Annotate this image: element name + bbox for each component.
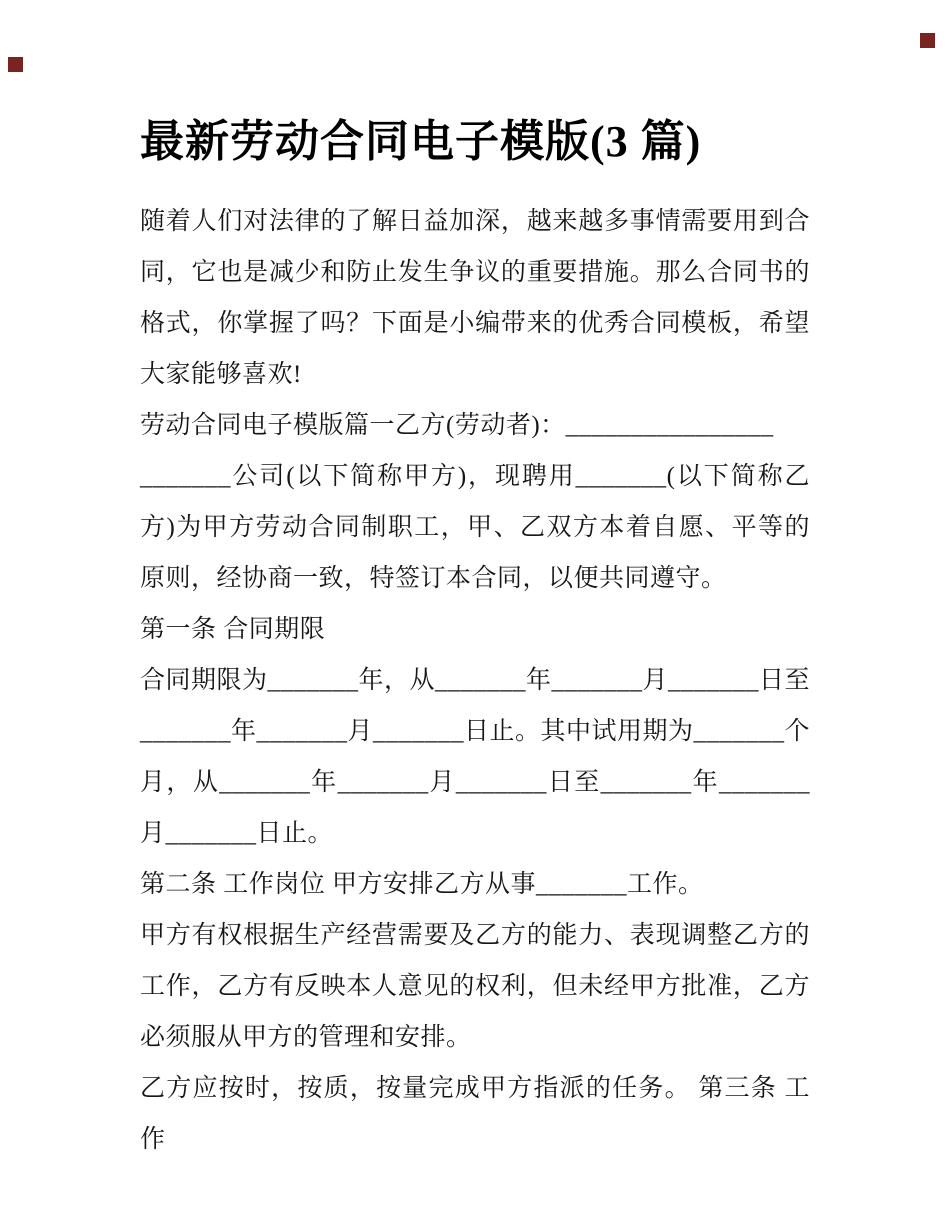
intro-paragraph: 随着人们对法律的了解日益加深，越来越多事情需要用到合同，它也是减少和防止发生争议的重要措施。那么合同书的格式，你掌握了吗？下面是小编带来的优秀合同模板，希望大家能够喜欢! [140, 208, 810, 388]
clause-3-lead-line: 乙方应按时，按质，按量完成甲方指派的任务。 第三条 工作 [140, 1075, 810, 1153]
corner-mark-right-icon [920, 33, 935, 48]
corner-mark-left-icon [8, 57, 23, 72]
party-agreement-paragraph: _______公司(以下简称甲方)，现聘用_______(以下简称乙方)为甲方劳动合同制职工，甲、乙双方本着自愿、平等的原则，经协商一致，特签订本合同，以便共同遵守。 [140, 463, 810, 592]
clause-1-term-paragraph: 合同期限为_______年，从_______年_______月_______日至_______年_______月_______日止。其中试用期为_______个月，从_______年_______月_______日至_______年_______月_______日止。 [140, 667, 811, 847]
party-b-line: 劳动合同电子模版篇一乙方(劳动者)：________________ [140, 412, 774, 439]
document-body [140, 196, 810, 1165]
clause-2-body-paragraph: 甲方有权根据生产经营需要及乙方的能力、表现调整乙方的工作，乙方有反映本人意见的权利，但未经甲方批准，乙方必须服从甲方的管理和安排。 [140, 922, 810, 1051]
document-title: 最新劳动合同电子模版(3 篇) [140, 117, 702, 166]
clause-1-heading: 第一条 合同期限 [140, 616, 326, 643]
clause-2-heading-line: 第二条 工作岗位 甲方安排乙方从事_______工作。 [140, 871, 704, 898]
contract-document [140, 116, 810, 1165]
